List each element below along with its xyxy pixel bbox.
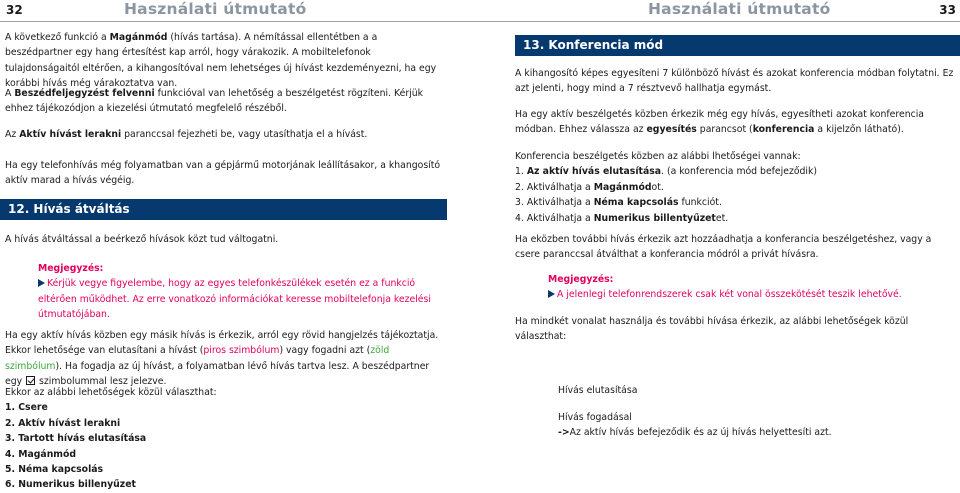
conference-options-list <box>515 149 957 226</box>
triangle-bullet-icon <box>38 279 45 287</box>
paragraph-merge-calls: Ha egy aktív beszélgetés közben érkezik még egy hívás, egyesítheti azokat konferencia módban. Ehhez válassza az egyesítés parancsot (konferencia a kijelzőn látható). <box>515 109 925 136</box>
paragraph-engine-off: Ha egy telefonhívás még folyamatban van a gépjármű motorjának leállításakor, a khangosító aktív marad a hívás végéig. <box>5 160 441 187</box>
label-accept-call-block <box>558 410 958 441</box>
label-accept-description: ->Az aktív hívás befejeződik és az új hívás helyettesíti azt. <box>558 427 832 439</box>
checkbox-symbol-icon <box>26 376 35 385</box>
conference-option-item: 4. Aktiválhatja a Numerikus billentyűzetet. <box>515 212 729 224</box>
conference-option-item: 1. Az aktív hívás elutasítása. (a konferencia mód befejeződik) <box>515 166 818 178</box>
option-item: 6. Numerikus billenyűzet <box>5 479 136 491</box>
note-title: Megjegyzés: <box>548 274 614 285</box>
right-page <box>480 0 960 481</box>
options-intro: Ekkor az alábbi lehetőségek közül választhat: <box>5 387 217 398</box>
conference-option-item: 3. Aktiválhatja a Néma kapcsolás funkciót. <box>515 197 722 209</box>
paragraph-end-call: Az Aktív hívást lerakni paranccsal fejezheti be, vagy utasíthatja el a hívást. <box>5 129 368 140</box>
conference-option-item: 2. Aktiválhatja a Magánmódot. <box>515 181 664 193</box>
paragraph-private-mode: A következő funkció a Magánmód (hívás tartása). A némítással ellentétben a a beszédpartner egy hang értesítést kap arról, hogy várakozik. A mobiltelefonok tulajdonságaitól eltérően, a kihangosítóval nem lehetséges új hívást kezdeményezni, ha egy korábbi hívás még várakoztatva van. <box>5 32 437 90</box>
note-text: A jelenlegi telefonrendszerek csak két vonal összekötését teszik lehetővé. <box>557 289 902 301</box>
option-item: 1. Csere <box>5 402 48 414</box>
paragraph-both-lines: Ha mindkét vonalat használja és további hívása érkezik, az alábbi lehetőségek közül választhat: <box>515 316 909 343</box>
section-heading-conference: 13. Konferencia mód <box>515 35 960 56</box>
left-page-header <box>0 0 480 22</box>
option-item: 4. Magánmód <box>5 448 77 460</box>
option-item: 5. Néma kapcsolás <box>5 464 104 476</box>
paragraph-incoming-call: Ha egy aktív hívás közben egy másik hívás is érkezik, arról egy rövid hangjelzés tájékoztatja. Ekkor lehetősége van elutasítani a hívást (piros szimbólum) vagy fogadni azt (zöld szimbólum). Ha fogadja az új hívást, a folyamatban lévő hívás tartva lesz. A beszédpartner egy szimbolummal lesz jelezve. <box>5 330 439 388</box>
page-title: Használati útmutató <box>648 0 831 18</box>
page-number: 32 <box>6 3 23 17</box>
paragraph-add-call: Ha eközben további hívás érkezik azt hozzáadhatja a konferancia beszélgetéshez, vagy a csere paranccsal átválthat a konferancia módról a privát hívásra. <box>515 234 932 261</box>
note-box <box>38 261 447 323</box>
page-title: Használati útmutató <box>124 0 307 18</box>
paragraph-call-switch-intro: A hívás átváltással a beérkező hívások közt tud váltogatni. <box>5 234 279 245</box>
note-box <box>548 272 956 303</box>
paragraph-conference-intro: A kihangosító képes egyesíteni 7 különböző hívást és azokat konferencia módban folytatni. Ez azt jelenti, hogy mind a 7 résztvevő hallhatja egymást. <box>515 68 954 95</box>
right-page-header <box>480 0 960 22</box>
paragraph-voice-memo: A Beszédfeljegyzést felvenni funkcióval van lehetőség a beszélgetést rögzíteni. Kérjük ehhez tájékozódjon a kiezelési útmutató megfelelő részéből. <box>5 88 424 115</box>
options-list <box>5 385 447 493</box>
triangle-bullet-icon <box>548 290 555 298</box>
left-page <box>0 0 480 491</box>
conference-options-intro: Konferencia beszélgetés közben az alábbi lhetőségei vannak: <box>515 151 801 162</box>
section-heading-call-switch: 12. Hívás átváltás <box>0 199 447 220</box>
note-text: Kérjük vegye figyelembe, hogy az egyes telefonkészülékek esetén ez a funkció eltérően működhet. Az erre vonatkozó információkat keresse mobiltelefonja kezelési útmutatójában. <box>38 278 431 321</box>
note-title: Megjegyzés: <box>38 263 104 274</box>
page-number: 33 <box>939 3 956 17</box>
option-item: 2. Aktív hívást lerakni <box>5 417 121 429</box>
label-accept-call: Hívás fogadásal <box>558 412 632 423</box>
option-item: 3. Tartott hívás elutasítása <box>5 433 147 445</box>
label-held-call: Hívás elutasítása <box>558 385 638 396</box>
